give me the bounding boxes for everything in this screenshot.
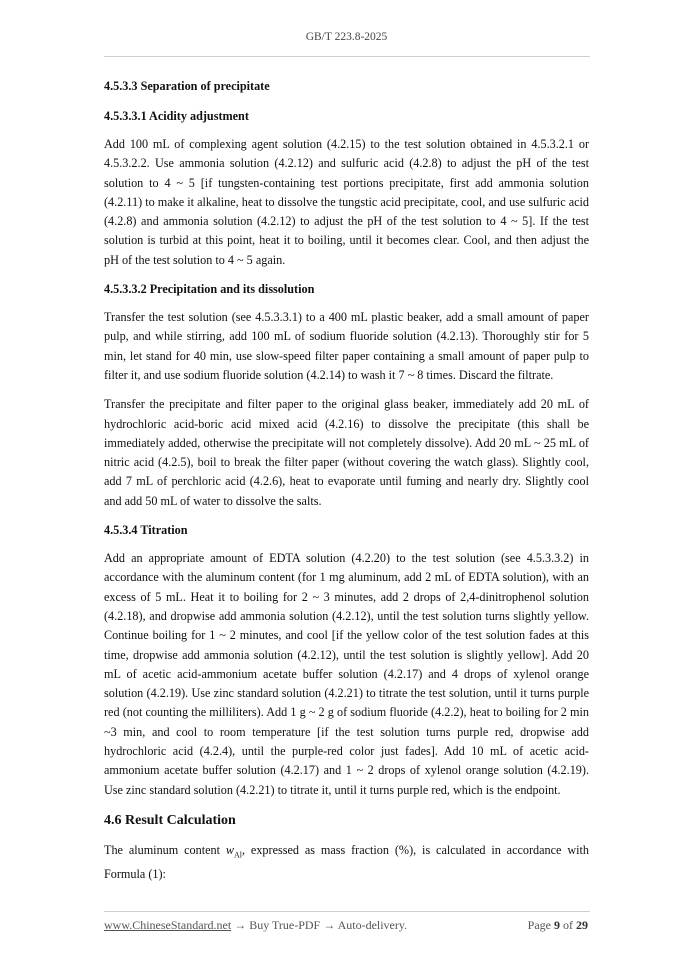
heading-4-5-3-3: 4.5.3.3 Separation of precipitate bbox=[104, 79, 270, 93]
heading-4-6: 4.6 Result Calculation bbox=[104, 812, 236, 828]
page-word: Page bbox=[527, 918, 551, 932]
footer-divider bbox=[104, 911, 590, 912]
heading-4-5-3-4: 4.5.3.4 Titration bbox=[104, 523, 188, 538]
paragraph-titration: Add an appropriate amount of EDTA solution (4.2.20) to the test solution (see 4.5.3.3.2) in accordance with the aluminum content (for 1 mg aluminum, add 2 mL of EDTA solution), with an excess of 5 mL. Heat it to boiling for 2 ~ 3 minutes, add 2 drops of 2,4-dinitrophenol solution (4.2.18), and dropwise add ammonia solution (4.2.12), until the test solution turns slightly yellow. Continue boiling for 1 ~ 2 minutes, and cool [if the yellow color of the test solution fades at this time, dropwise add ammonia solution (4.2.12), until the test solution is slightly yellow]. Add 20 mL of acetic acid-ammonium acetate buffer solution (4.2.17) and 4 drops of xylenol orange solution (4.2.19). Use zinc standard solution (4.2.21) to titrate the test solution, until it turns purple red (not counting the milliliters). Add 1 g ~ 2 g of sodium fluoride (4.2.2), heat to boiling for 2 min ~3 min, and cool to room temperature [if the test solution turns purple red, dropwise add hydrochloric acid (4.2.4), until the purple-red color just fades]. Add 10 mL of acetic acid-ammonium acetate buffer solution (4.2.17) and 1 ~ 2 drops of xylenol orange solution (4.2.19). Use zinc standard solution (4.2.21) to titrate it, until it turns purple red, which is the endpoint. bbox=[104, 551, 589, 797]
paragraph-acidity-adjustment: Add 100 mL of complexing agent solution (4.2.15) to the test solution obtained in 4.5.3.2.1 or 4.5.3.2.2. Use ammonia solution (4.2.12) and sulfuric acid (4.2.8) to adjust the pH of the test solution to 4 ~ 5 [if tungsten-containing test portions precipitate, first add ammonia solution (4.2.11) to make it alkaline, heat to dissolve the tungstic acid precipitate, cool, and use sulfuric acid (4.2.8) and ammonia solution (4.2.12) to adjust the pH of the test solution to 4 ~ 5]. If the test solution is turbid at this point, heat it to boiling, until it becomes clear. Cool, and then adjust the pH of the test solution to 4 ~ 5 again. bbox=[104, 137, 589, 267]
result-text-before: The aluminum content bbox=[104, 842, 226, 857]
aluminum-symbol-subscript: Al bbox=[234, 850, 242, 860]
heading-4-5-3-3-2: 4.5.3.3.2 Precipitation and its dissolution bbox=[104, 282, 315, 297]
of-word: of bbox=[563, 918, 573, 932]
paragraph-precipitation: Transfer the test solution (see 4.5.3.3.1) to a 400 mL plastic beaker, add a small amount of paper pulp, and while stirring, add 100 mL of sodium fluoride solution (4.2.13). Thoroughly stir for 5 min, let stand for 40 min, use slow-speed filter paper containing a small amount of paper pulp to filter it, and use sodium fluoride solution (4.2.14) to wash it 7 ~ 8 times. Discard the filtrate. bbox=[104, 310, 589, 382]
page-number bbox=[528, 918, 588, 933]
current-page: 9 bbox=[554, 918, 560, 932]
header-divider bbox=[104, 56, 590, 57]
aluminum-symbol: w bbox=[225, 842, 234, 857]
paragraph-result-calculation bbox=[104, 841, 589, 884]
site-link[interactable]: www.ChineseStandard.net bbox=[104, 918, 232, 932]
purchase-text: → Buy True-PDF → Auto-delivery. bbox=[231, 918, 408, 932]
footer-links bbox=[104, 918, 407, 933]
page-content bbox=[104, 76, 589, 884]
paragraph-dissolution: Transfer the precipitate and filter paper to the original glass beaker, immediately add 20 mL of hydrochloric acid-boric acid mixed acid (4.2.16) to dissolve the precipitate (this shall be immediately added, otherwise the precipitate will not completely dissolve). Add 20 mL ~ 25 mL of nitric acid (4.2.5), boil to break the filter paper (without covering the watch glass). Slightly cool, add 7 mL of perchloric acid (4.2.6), heat to evaporate until fuming and nearly dry. Slightly cool and add 50 mL of water to dissolve the salts. bbox=[104, 397, 589, 508]
page-header: GB/T 223.8-2025 bbox=[305, 31, 388, 43]
total-pages: 29 bbox=[576, 918, 588, 932]
heading-4-5-3-3-1: 4.5.3.3.1 Acidity adjustment bbox=[104, 109, 249, 123]
result-text-after: , expressed as mass fraction (%), is calculated in accordance with Formula (1): bbox=[104, 842, 589, 881]
